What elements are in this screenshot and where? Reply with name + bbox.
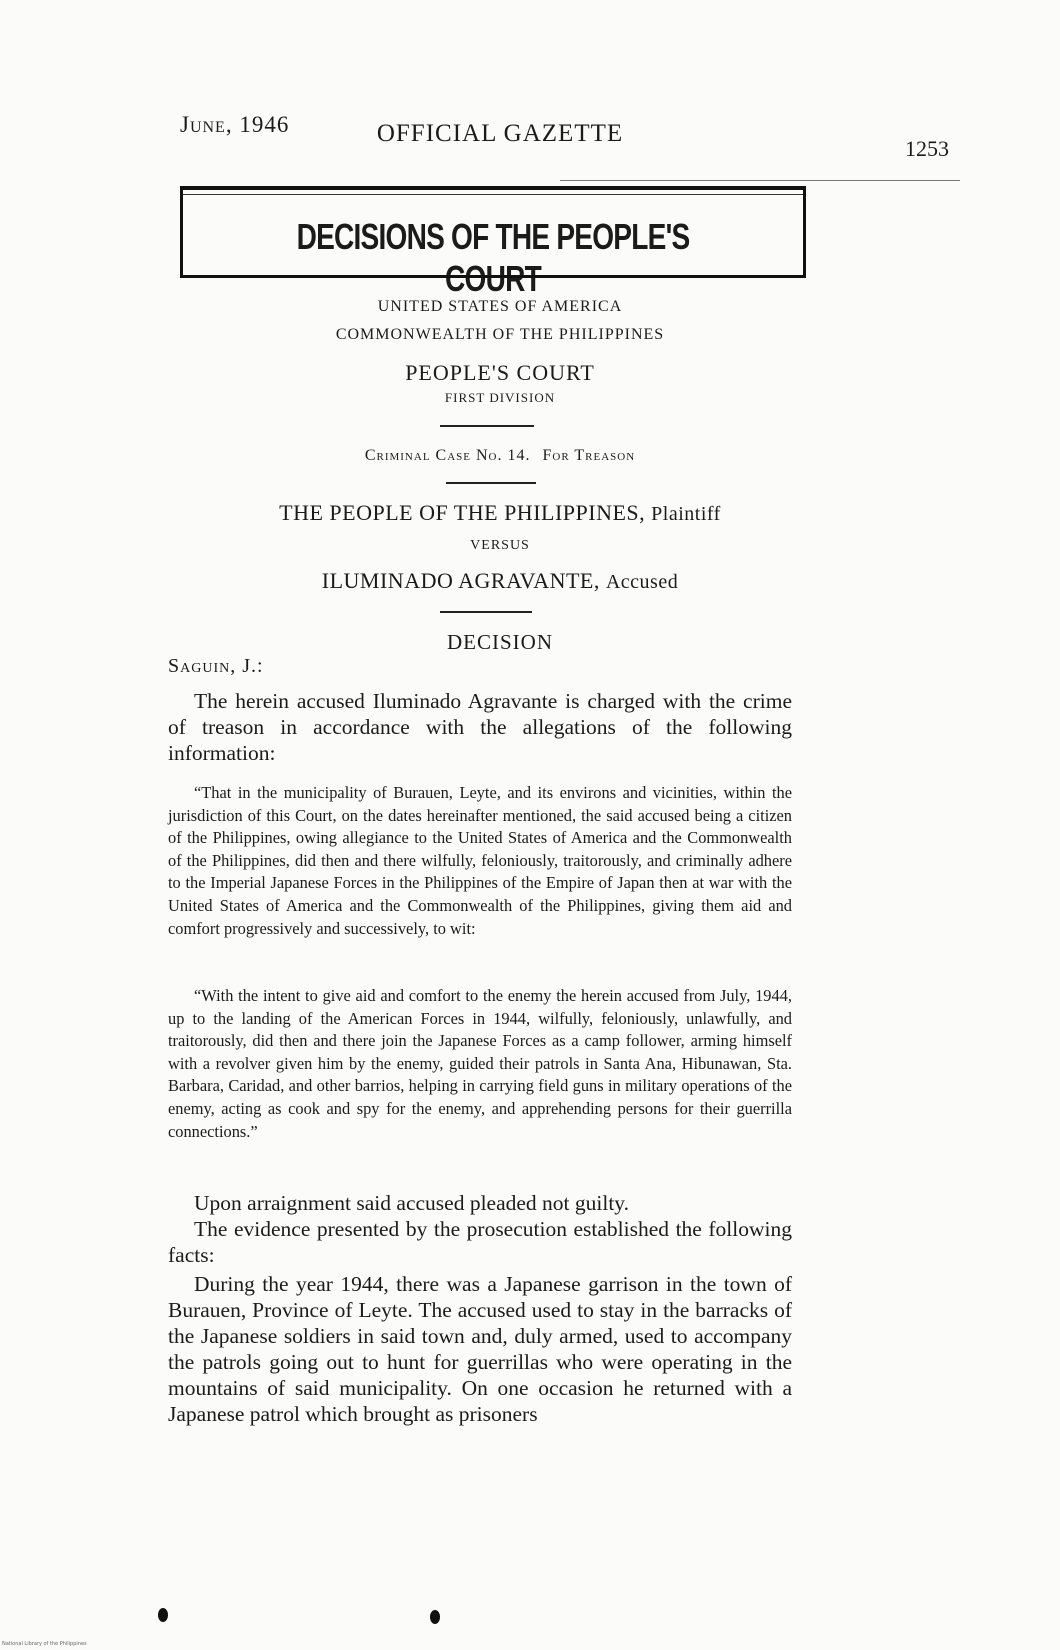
versus: VERSUS bbox=[470, 538, 530, 553]
plaintiff-role: Plaintiff bbox=[651, 503, 721, 525]
scan-credit: National Library of the Philippines bbox=[2, 1641, 87, 1647]
accused-role: Accused bbox=[605, 571, 679, 593]
banner-inner-rule bbox=[183, 194, 803, 195]
divider-2 bbox=[446, 482, 536, 484]
facts-paragraph: During the year 1944, there was a Japanese garrison in the town of Burauen, Province of Leyte. The accused used to stay in the barracks of the Japanese soldiers in said town and, duly armed, used to accompany the patrols going out to hunt for guerrillas who were operating in the mountains of said municipality. On one occasion he returned with a Japanese patrol which brought as prisoners bbox=[168, 1272, 792, 1426]
divider-1 bbox=[440, 425, 534, 427]
punch-hole-left bbox=[158, 1608, 168, 1622]
section-title: DECISIONS OF THE PEOPLE'S COURT bbox=[296, 216, 690, 299]
case-number: Criminal Case No. 14. bbox=[364, 447, 531, 464]
judge-name: Saguin, J.: bbox=[168, 655, 264, 677]
punch-hole-center bbox=[430, 1610, 440, 1624]
information-quote-2: “With the intent to give aid and comfort to the enemy the herein accused from July, 1944, up to the landing of the American Forces in 1944, wilfully, feloniously, unlawfully, and traitorously, did then and there join the Japanese Forces as a camp follower, arming himself with a revolver given him by the enemy, guided their patrols in Santa Ana, Hibunawan, Sta. Barbara, Caridad, and other barrios, helping in carrying field guns in military operations of the enemy, acting as cook and spy for the enemy, and apprehending persons for their guerrilla connections.” bbox=[168, 986, 792, 1141]
accused-name: ILUMINADO AGRAVANTE, bbox=[321, 568, 600, 593]
publication-title: OFFICIAL GAZETTE bbox=[376, 120, 624, 147]
intro-paragraph: The herein accused Iluminado Agravante is charged with the crime of treason in accordance with the allegations of the following information: bbox=[168, 689, 792, 765]
accused-line bbox=[0, 568, 1000, 594]
plaintiff-name: THE PEOPLE OF THE PHILIPPINES, bbox=[279, 500, 646, 525]
decision-heading: DECISION bbox=[447, 630, 553, 654]
court-division: FIRST DIVISION bbox=[444, 390, 556, 405]
divider-3 bbox=[440, 611, 532, 613]
page-number: 1253 bbox=[905, 136, 949, 161]
court-country: UNITED STATES OF AMERICA bbox=[377, 298, 623, 315]
running-head bbox=[0, 112, 1060, 161]
evidence-paragraph: The evidence presented by the prosecution established the following facts: bbox=[168, 1217, 792, 1267]
issue-date: June, 1946 bbox=[180, 112, 290, 137]
information-quote-1: “That in the municipality of Burauen, Leyte, and its environs and vicinities, within the jurisdiction of this Court, on the dates hereinafter mentioned, the said accused being a citizen of the Philippines, owing allegiance to the United States of America and the Commonwealth of the Philippines, did then and there wilfully, feloniously, traitorously, and criminally adhere to the Imperial Japanese Forces in the Philippines of the Empire of Japan then at war with the United States of America and the Commonwealth of the Philippines, giving them aid and comfort progressively and successively, to wit: bbox=[168, 783, 792, 938]
header-rule bbox=[560, 180, 960, 181]
banner-bottom-rule bbox=[183, 275, 803, 278]
case-line bbox=[0, 447, 1000, 465]
court-commonwealth: COMMONWEALTH OF THE PHILIPPINES bbox=[335, 326, 665, 343]
section-banner bbox=[180, 186, 806, 299]
plaintiff-line bbox=[0, 500, 1000, 526]
arraignment-paragraph: Upon arraignment said accused pleaded not guilty. bbox=[194, 1191, 630, 1215]
case-type: For Treason bbox=[542, 447, 636, 464]
court-name: PEOPLE'S COURT bbox=[405, 360, 595, 385]
banner-top-rule bbox=[183, 186, 803, 190]
